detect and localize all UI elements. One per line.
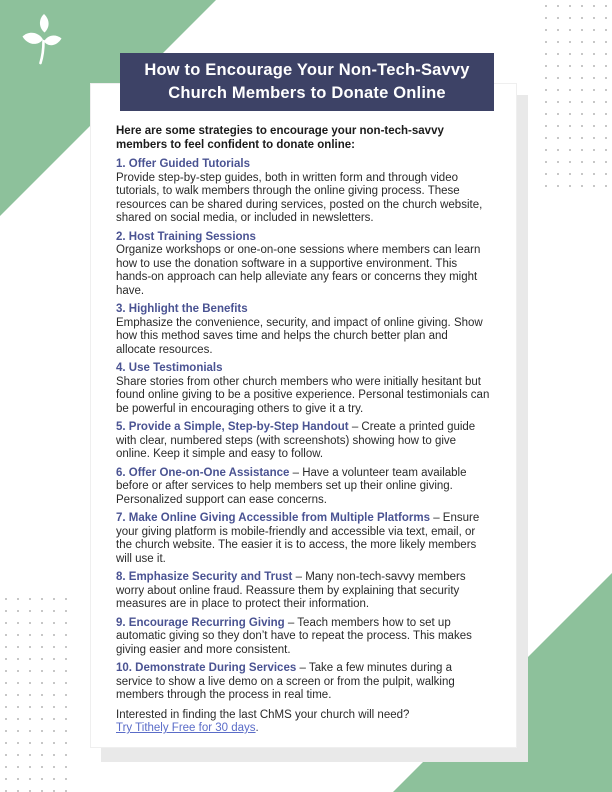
section-heading: 3. Highlight the Benefits [116, 303, 248, 315]
section-heading: 5. Provide a Simple, Step-by-Step Handout [116, 421, 349, 433]
section-heading: 7. Make Online Giving Accessible from Multiple Platforms [116, 512, 430, 524]
section-body: – Have a volunteer team available before or after services to help members set up their online giving. Personalized support can ease concerns. [116, 466, 467, 506]
section-body: – Take a few minutes during a service to show a live demo on a screen or from the pulpit, walking members through the process in real time. [116, 662, 455, 701]
strategy-section-5 [116, 421, 490, 462]
section-heading: 1. Offer Guided Tutorials [116, 158, 250, 170]
intro-text: Here are some strategies to encourage your non-tech-savvy members to feel confident to donate online: [116, 125, 444, 151]
section-body: Provide step-by-step guides, both in written form and through video tutorials, to walk members through the online giving process. These resources can be shared during services, posted on the church website, shared on social media, or included in newsletters. [116, 171, 483, 224]
section-heading: 10. Demonstrate During Services [116, 662, 297, 674]
section-body: Share stories from other church members who were initially hesitant but found online giving to be a positive experience. Personal testimonials can be powerful in encouraging others to give it a try. [116, 375, 490, 415]
strategy-section-6 [116, 467, 490, 508]
strategy-section-8 [116, 571, 490, 612]
section-body: – Many non-tech-savvy members worry about online fraud. Reassure them by explaining that security measures are in place to protect their information. [116, 571, 466, 610]
section-body: – Ensure your giving platform is mobile-friendly and accessible via text, email, or the church website. The easier it is to access, the more likely members will use it. [116, 512, 480, 565]
strategy-section-9 [116, 617, 490, 658]
footer-period: . [255, 722, 259, 734]
section-body: Emphasize the convenience, security, and impact of online giving. Show how this method saves time and helps the church better plan and allocate resources. [116, 316, 483, 356]
section-heading: 4. Use Testimonials [116, 362, 223, 374]
section-body: Organize workshops or one-on-one sessions where members can learn how to use the donation software in a supportive environment. This hands-on approach can help alleviate any fears or concerns they might have. [116, 244, 481, 297]
document-page [90, 83, 517, 748]
strategy-section-10 [116, 662, 490, 703]
section-heading: 9. Encourage Recurring Giving [116, 616, 285, 629]
page-content [116, 125, 490, 736]
title-banner [120, 53, 494, 111]
try-tithely-link[interactable]: Try Tithely Free for 30 days [116, 722, 256, 734]
strategy-section-3 [116, 303, 490, 357]
dot-grid-bottom-left [0, 593, 72, 792]
section-heading: 2. Host Training Sessions [116, 230, 256, 243]
dot-grid-top-right [540, 0, 610, 192]
section-body: – Teach members how to set up automatic giving so they don’t have to repeat the process. This makes giving easier and more consistent. [116, 616, 472, 656]
section-heading: 6. Offer One-on-One Assistance [116, 466, 290, 479]
sprout-leaf-icon [20, 13, 64, 72]
strategy-section-4 [116, 362, 490, 416]
footer-question: Interested in finding the last ChMS your church will need? [116, 708, 410, 721]
footer-cta [116, 709, 490, 736]
page-title: How to Encourage Your Non-Tech-Savvy Church Members to Donate Online [144, 60, 470, 102]
strategy-section-7 [116, 512, 490, 566]
section-heading: 8. Emphasize Security and Trust [116, 571, 293, 583]
strategy-section-2 [116, 231, 490, 299]
strategy-section-1 [116, 158, 490, 226]
section-body: – Create a printed guide with clear, numbered steps (with screenshots) showing how to give online. Keep it simple and easy to follow. [116, 421, 476, 460]
